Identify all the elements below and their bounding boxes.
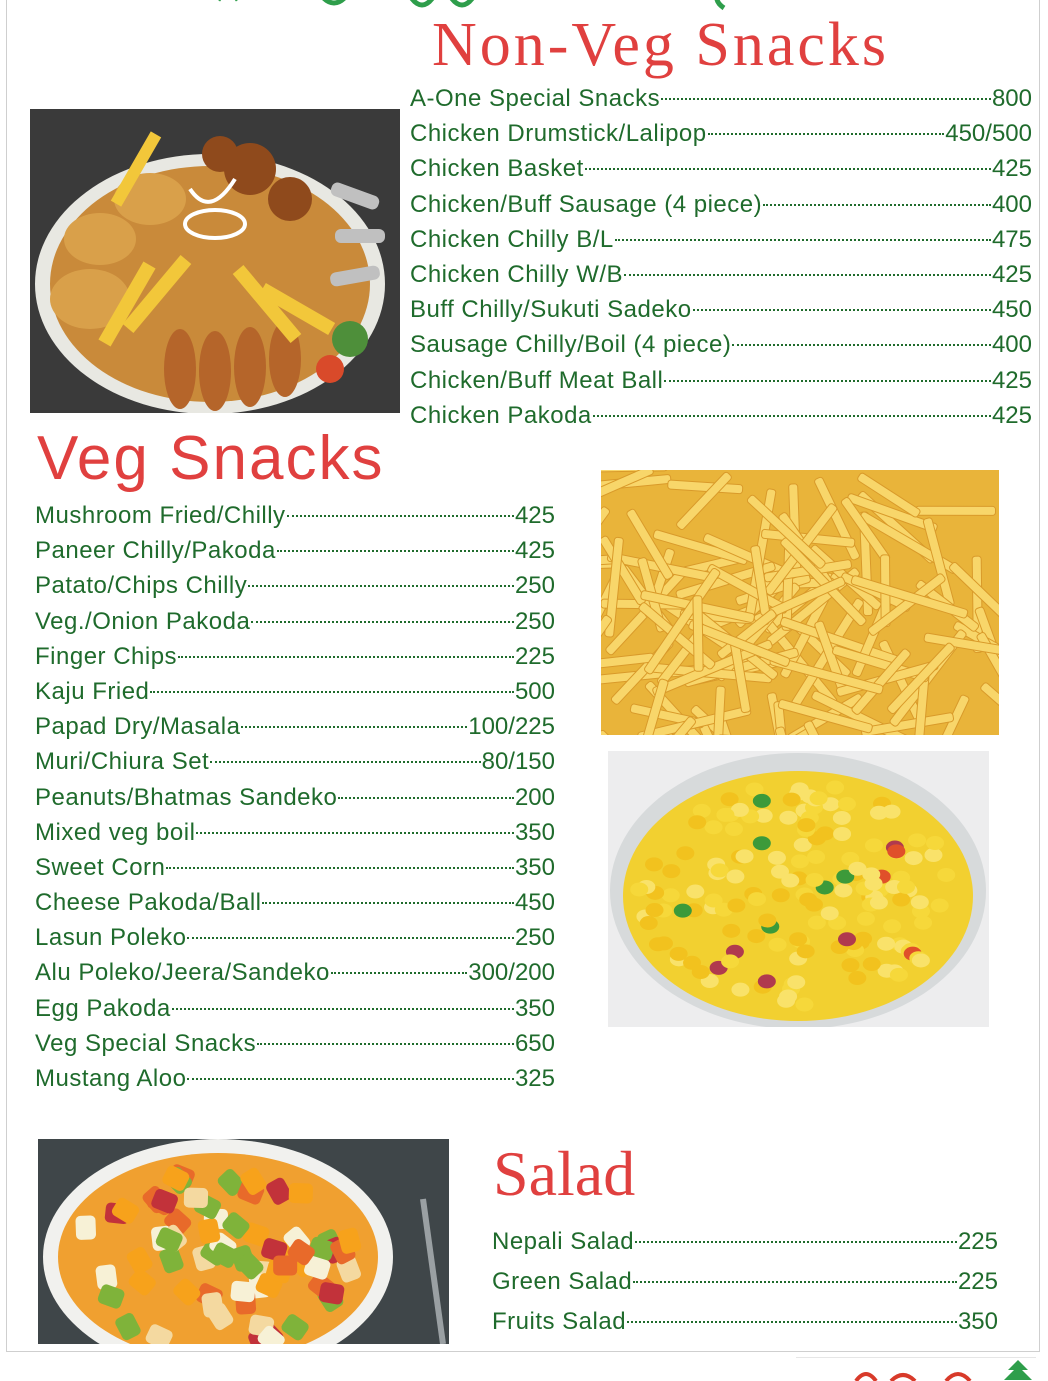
menu-item-price: 450 — [515, 885, 555, 920]
menu-item-price: 350 — [515, 991, 555, 1026]
dot-leader — [178, 656, 514, 658]
menu-item-name: Lasun Poleko — [35, 920, 186, 955]
menu-item-price: 350 — [515, 815, 555, 850]
salad-heading: Salad — [493, 1142, 635, 1206]
menu-item — [410, 363, 1032, 398]
menu-item — [410, 151, 1032, 186]
dot-leader — [633, 1281, 957, 1283]
menu-item-price: 225 — [958, 1262, 998, 1302]
menu-item — [35, 780, 555, 815]
dot-leader — [338, 797, 514, 799]
menu-item-name: Peanuts/Bhatmas Sandeko — [35, 780, 337, 815]
menu-item-name: Muri/Chiura Set — [35, 744, 209, 779]
menu-item — [35, 709, 555, 744]
menu-item — [410, 257, 1032, 292]
menu-item-name: Chicken/Buff Meat Ball — [410, 363, 663, 398]
menu-item — [35, 639, 555, 674]
menu-item-name: Chicken Chilly B/L — [410, 222, 614, 257]
menu-item-price: 225 — [515, 639, 555, 674]
menu-item — [35, 885, 555, 920]
menu-item-price: 250 — [515, 604, 555, 639]
dot-leader — [187, 937, 514, 939]
menu-item — [492, 1222, 998, 1262]
menu-item-name: Mixed veg boil — [35, 815, 195, 850]
menu-item-name: Kaju Fried — [35, 674, 149, 709]
menu-item — [35, 1026, 555, 1061]
menu-item-price: 350 — [515, 850, 555, 885]
menu-item — [35, 568, 555, 603]
menu-item — [35, 533, 555, 568]
menu-item-name: Paneer Chilly/Pakoda — [35, 533, 276, 568]
menu-item — [35, 744, 555, 779]
dot-leader — [732, 344, 991, 346]
dot-leader — [166, 867, 514, 869]
sweet-corn-photo — [608, 751, 989, 1027]
dot-leader — [262, 902, 513, 904]
menu-item-name: Cheese Pakoda/Ball — [35, 885, 261, 920]
menu-item-name: Alu Poleko/Jeera/Sandeko — [35, 955, 330, 990]
veg-heading: Veg Snacks — [37, 428, 384, 490]
menu-item — [35, 674, 555, 709]
menu-item — [410, 187, 1032, 222]
dot-leader — [635, 1241, 957, 1243]
non-veg-heading: Non-Veg Snacks — [432, 14, 889, 76]
dot-leader — [257, 1043, 514, 1045]
menu-item-name: Nepali Salad — [492, 1222, 634, 1262]
menu-item-price: 325 — [515, 1061, 555, 1096]
menu-item-price: 425 — [515, 498, 555, 533]
menu-item-price: 80/150 — [482, 744, 555, 779]
restaurant-logo-fragment — [796, 1357, 1036, 1381]
menu-item-price: 400 — [992, 187, 1032, 222]
snack-platter-photo — [30, 109, 400, 413]
dot-leader — [763, 204, 991, 206]
menu-item-price: 450/500 — [945, 116, 1032, 151]
menu-item — [35, 850, 555, 885]
menu-item-name: Chicken/Buff Sausage (4 piece) — [410, 187, 762, 222]
dot-leader — [661, 98, 991, 100]
menu-item — [410, 116, 1032, 151]
menu-item-name: Patato/Chips Chilly — [35, 568, 247, 603]
menu-item — [35, 498, 555, 533]
menu-item-price: 425 — [992, 151, 1032, 186]
menu-item-price: 250 — [515, 920, 555, 955]
dot-leader — [664, 380, 991, 382]
menu-item-name: Finger Chips — [35, 639, 177, 674]
dot-leader — [172, 1008, 514, 1010]
menu-item-name: Veg./Onion Pakoda — [35, 604, 250, 639]
dot-leader — [210, 761, 480, 763]
veg-menu-list — [35, 498, 555, 1096]
dot-leader — [331, 972, 467, 974]
menu-item — [410, 81, 1032, 116]
dot-leader — [593, 415, 991, 417]
menu-item — [410, 292, 1032, 327]
menu-item-price: 350 — [958, 1302, 998, 1342]
menu-item-price: 100/225 — [468, 709, 555, 744]
dot-leader — [241, 726, 467, 728]
menu-item-name: Chicken Pakoda — [410, 398, 592, 433]
menu-item — [35, 1061, 555, 1096]
menu-item — [35, 604, 555, 639]
salad-menu-list — [492, 1222, 998, 1342]
menu-item — [35, 815, 555, 850]
dot-leader — [585, 168, 991, 170]
menu-item-name: Buff Chilly/Sukuti Sadeko — [410, 292, 692, 327]
menu-item-name: Papad Dry/Masala — [35, 709, 240, 744]
menu-item-name: Egg Pakoda — [35, 991, 171, 1026]
menu-item-price: 250 — [515, 568, 555, 603]
menu-item-name: Fruits Salad — [492, 1302, 626, 1342]
menu-item-name: Chicken Basket — [410, 151, 584, 186]
menu-item — [35, 920, 555, 955]
menu-item-name: Sausage Chilly/Boil (4 piece) — [410, 327, 731, 362]
menu-item — [410, 398, 1032, 433]
menu-item-price: 425 — [515, 533, 555, 568]
menu-item-price: 475 — [992, 222, 1032, 257]
menu-item-price: 225 — [958, 1222, 998, 1262]
menu-item-price: 300/200 — [468, 955, 555, 990]
menu-item-price: 400 — [992, 327, 1032, 362]
dot-leader — [287, 515, 514, 517]
menu-item-name: A-One Special Snacks — [410, 81, 660, 116]
menu-item-price: 800 — [992, 81, 1032, 116]
menu-item — [35, 991, 555, 1026]
dot-leader — [277, 550, 514, 552]
dot-leader — [624, 274, 991, 276]
menu-item-price: 200 — [515, 780, 555, 815]
menu-item-name: Sweet Corn — [35, 850, 165, 885]
dot-leader — [196, 832, 514, 834]
menu-item-price: 425 — [992, 398, 1032, 433]
menu-item-name: Mushroom Fried/Chilly — [35, 498, 286, 533]
menu-item — [410, 327, 1032, 362]
dot-leader — [251, 621, 514, 623]
fruit-salad-photo — [38, 1139, 449, 1344]
french-fries-photo — [601, 470, 999, 735]
menu-item-name: Chicken Chilly W/B — [410, 257, 623, 292]
menu-item-name: Chicken Drumstick/Lalipop — [410, 116, 707, 151]
dot-leader — [627, 1321, 957, 1323]
dot-leader — [150, 691, 514, 693]
menu-item-price: 500 — [515, 674, 555, 709]
menu-item-name: Green Salad — [492, 1262, 632, 1302]
menu-item-price: 425 — [992, 257, 1032, 292]
menu-item-price: 425 — [992, 363, 1032, 398]
menu-item — [492, 1302, 998, 1342]
menu-item — [492, 1262, 998, 1302]
dot-leader — [693, 309, 991, 311]
dot-leader — [248, 585, 514, 587]
dot-leader — [187, 1078, 514, 1080]
menu-item-price: 450 — [992, 292, 1032, 327]
dot-leader — [708, 133, 945, 135]
menu-item-name: Veg Special Snacks — [35, 1026, 256, 1061]
dot-leader — [615, 239, 991, 241]
non-veg-menu-list — [410, 81, 1032, 433]
menu-item-name: Mustang Aloo — [35, 1061, 186, 1096]
menu-item — [35, 955, 555, 990]
menu-item — [410, 222, 1032, 257]
menu-item-price: 650 — [515, 1026, 555, 1061]
